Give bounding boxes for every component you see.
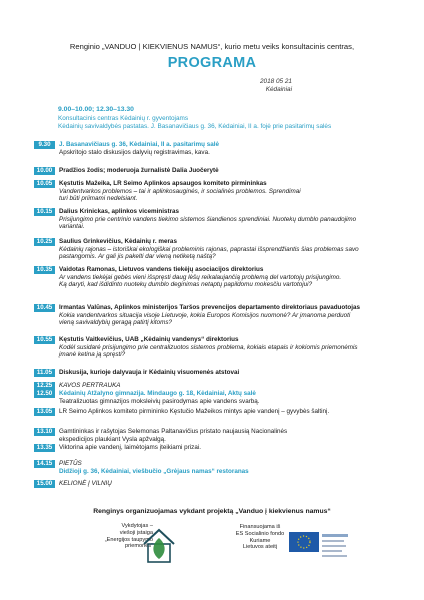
funding-line: Lietuvos ateitį <box>242 544 278 551</box>
program-time-badge: 10.05 <box>34 180 55 188</box>
program-item-text <box>59 238 389 261</box>
program-time-badge: 12.25 <box>34 382 55 390</box>
program-item-text <box>59 304 389 327</box>
funding-line: ES Socialinio fondo <box>235 530 285 537</box>
program-item-text <box>59 480 389 488</box>
program-item-text <box>59 167 389 175</box>
program-title: PROGRAMA <box>167 55 257 71</box>
program-item-line: J. Basanavičiaus g. 36, Kėdainiai, II a. pasitarimų salė <box>59 141 219 148</box>
program-item-text <box>59 390 389 405</box>
event-city: Kėdainiai <box>265 85 292 93</box>
program-time-badge: 10.45 <box>34 304 55 312</box>
program-item-line: variantai. <box>59 223 85 231</box>
program-item-line: Kokia vandentvarkos situacija visoje Lietuvoje, kokia Europos Komisijos nuomonė? Ar įmanoma perduoti <box>59 311 351 319</box>
organizer-line: Vykdytojas – <box>121 523 153 529</box>
organizer-line: viešoji įstaiga <box>119 529 153 536</box>
program-item-line: Pradžios žodis; moderuoja žurnalistė Dalia Juočerytė <box>59 167 219 174</box>
program-item-line: Gamtininkas ir rašytojas Selemonas Paltanavičius pristato naujausią Nacionalinės <box>59 428 288 435</box>
program-item-text <box>59 428 389 443</box>
program-item-text <box>59 141 389 156</box>
consulting-centre-line: Konsultacinis centras Kėdainių r. gyventojams <box>58 115 189 122</box>
program-time-badge: 10.00 <box>34 167 55 175</box>
organizer-line: priemonės“ <box>125 543 153 550</box>
program-time-badge: 14.15 <box>34 460 55 468</box>
program-item-text <box>59 444 389 452</box>
program-item-line: Kęstutis Mažeika, LR Seimo Aplinkos apsaugos komiteto pirmininkas <box>59 180 267 187</box>
program-item-line: Kėdainių Atžalyno gimnazija. Mindaugo g. 18, Kėdainiai, Aktų salė <box>59 390 256 397</box>
program-item-line: Apskritojo stalo diskusijos dalyvių registravimas, kava. <box>59 148 210 156</box>
program-item-line: Ką daryti, kad išdidinto nuotekų dumblo deginimas netaptų papildomu mokesčiu vartotojui? <box>59 281 313 289</box>
consulting-centre <box>58 115 331 131</box>
consulting-centre-line: Kėdainių savivaldybės pastatas. J. Basanavičiaus g. 36, Kėdainiai, II a. fojė prie pasitarimų salės <box>58 123 332 130</box>
program-item-line: Prisijungimo prie centrinio vandens tiekimo sistemos šiandienos sprendiniai. Nuotekų dumblo panaudojimo <box>59 215 357 223</box>
program-time-badge: 13.05 <box>34 408 55 416</box>
program-time-badge: 12.50 <box>34 390 55 398</box>
program-time-badge: 15.00 <box>34 480 55 488</box>
program-time-badge: 10.15 <box>34 208 55 216</box>
program-item-line: pastangomis. Ar gali jis pakelti dar vieną netiketą naštą? <box>59 253 216 261</box>
program-item-line: Vandentvarkos problemos – tai ir aplinkosauginės, ir socialinės problemos. Sprendimai <box>59 187 301 195</box>
event-date-location <box>260 78 292 93</box>
program-item-line: vieną savivaldybių geragą patirtį kitoms? <box>59 319 173 327</box>
funding-line: Kuriame <box>249 537 271 544</box>
program-item-line: Irmantas Valūnas, Aplinkos ministerijos Taršos prevencijos departamento direktoriaus pavaduotojas <box>59 304 360 311</box>
program-item-text <box>59 460 389 475</box>
program-item-text <box>59 266 389 289</box>
program-item-line: KELIONĖ Į VILNIŲ <box>59 480 112 487</box>
funding-text <box>230 524 290 551</box>
event-intro: Renginio „VANDUO | KIEKVIENUS NAMUS“, kurio metu veiks konsultacinis centras, <box>69 42 355 51</box>
program-item-text <box>59 382 389 390</box>
program-item-line: Vaidotas Ramonas, Lietuvos vandens tiekėjų asociacijos direktorius <box>59 266 264 273</box>
program-item-line: Kodėl susidarė prisijungimo prie centralizuotos sistemos problema, kokiais etapais ir kokiomis priemonėmis <box>59 343 358 351</box>
program-item-line: Diskusija, kurioje dalyvauja ir Kėdainių visuomenės atstovai <box>59 369 240 376</box>
program-item-line: turi būti priimami nedelsiant. <box>59 195 138 203</box>
program-item-text <box>59 369 389 377</box>
program-item-line: įmanė ketina ją spręsti? <box>59 351 126 359</box>
program-item-line: Didžioji g. 36, Kėdainiai, viešbučio „Grėjaus namas“ restoranas <box>59 467 249 475</box>
program-time-badge: 10.25 <box>34 238 55 246</box>
program-time-badge: 10.35 <box>34 266 55 274</box>
eu-funds-logo <box>287 528 351 568</box>
program-item-line: Ar vandens tiekėjai gebės vieni išspręsti daug lėšų reikalaujančią problemą del vartotojų prisijungimo. <box>59 273 342 281</box>
consulting-hours: 9.00–10.00; 12.30–13.30 <box>58 106 134 113</box>
program-item-line: Teatralizuotas gimnazijos moksleivių pasirodymas apie vandens svarbą. <box>59 397 260 405</box>
funding-line: Finansuojama iš <box>239 524 281 530</box>
program-item-line: Viktorina apie vandenį, laimėtojams įteikiami prizai. <box>59 444 201 451</box>
program-time-badge: 9.30 <box>34 141 55 149</box>
program-item-line: Dalius Krinickas, aplinkos viceministras <box>59 208 180 215</box>
program-item-text <box>59 208 389 231</box>
program-time-badge: 13.35 <box>34 444 55 452</box>
program-time-badge: 10.55 <box>34 336 55 344</box>
program-item-line: Kėdainių rajonas – istoriškai ekologiškai probleminis rajonas, paprastai išsprendžiantis šias problemas savo <box>59 245 359 253</box>
program-item-line: Kęstutis Vaitkevičius, UAB „Kėdainių vandenys“ direktorius <box>59 336 239 343</box>
program-item-text <box>59 180 389 203</box>
program-item-line: LR Seimo Aplinkos komiteto pirmininko Kęstučio Mažeikos mintys apie vandenį – gyvybės šaltinį. <box>59 408 330 415</box>
event-date: 2018 05 21 <box>260 78 292 85</box>
program-time-badge: 13.10 <box>34 428 55 436</box>
organizer-line: „Energijos taupymo <box>104 536 153 543</box>
footer-title: Renginys organizuojamas vykdant projektą „Vanduo į kiekvienus namus“ <box>93 508 331 515</box>
program-item-line: PIETŪS <box>59 460 82 467</box>
program-item-line: ekspedicijos plaukiant Vysla apžvalgą. <box>59 435 166 443</box>
program-item-line: Saulius Grinkevičius, Kėdainių r. meras <box>59 238 177 245</box>
program-time-badge: 11.05 <box>34 369 55 377</box>
program-item-text <box>59 336 389 359</box>
program-item-text <box>59 408 389 416</box>
energy-saving-house-logo <box>140 524 178 568</box>
program-item-line: KAVOS PERTRAUKA <box>59 382 121 389</box>
